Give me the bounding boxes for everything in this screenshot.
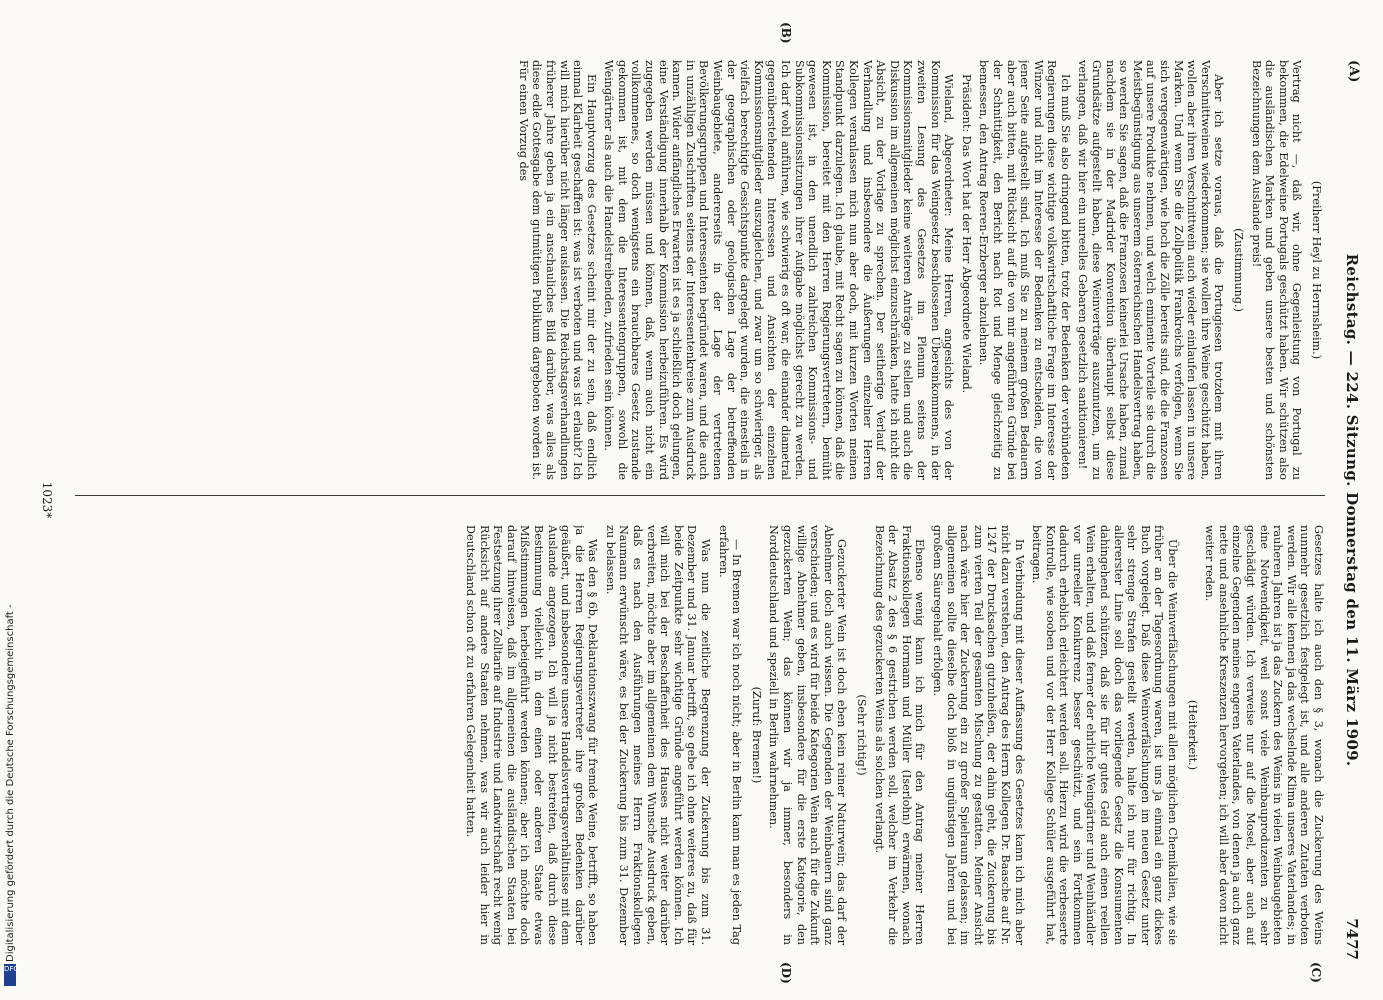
margin-label-d: (D) [779,962,793,984]
margin-label-b: (B) [779,22,793,44]
paragraph: Ich muß Sie also dringend bitten, trotz der Bedenken der verbündeten Regierungen diese wichtige volkswirtschaftliche Frage im Interesse der Winzer und nicht im Interesse der Bedenken zu entscheiden, die von jener Seite aufgestellt sind. Ich muß Sie zu meinem großen Bedauern aber auch bitten, mit Rücksicht auf die von mir angeführten Gründe bei der Schnittigkeit, den Bericht nach Rot und Menge gleichzeitig zu bemessen, den Antrag Roeren-Erzberger abzulehnen. [977,60,1072,480]
digitization-credit: Digitalisierung gefördert durch die Deutsche Forschungsgemeinschaft - [5,604,16,962]
paragraph: Was den § 6b, Deklarationszwang für fremde Weine, betrifft, so haben ja die Herren Regierungsvertreter ihre großen Bedenken darüber geäußert, und insbesondere unsere Handelsvertragsverhältnisse mit dem Auslande angezogen. Ich will ja nicht bestreiten, daß durch diese Bestimmung vielleicht in dem einen oder anderen Staate etwas Mißstimmungen herbeigeführt werden können; aber ich möchte doch darauf hinweisen, daß im allgemeinen die ausländischen Staaten bei Festsetzung ihrer Zolltarife auf Industrie und Landwirtschaft recht wenig Rücksicht auf andere Staaten nehmen, was wir auch leider hier in Deutschland schon oft zu erfahren Gelegenheit hatten. [463,525,600,945]
dfg-logo-icon: DFG [4,964,16,986]
header-title: Reichstag. — 224. Sitzung. Donnerstag den 11. März 1909. [1343,253,1361,767]
column-divider [75,495,1325,496]
interjection: (Heiterkeit.) [1185,699,1199,771]
page-footer: 1023* [40,481,54,519]
page-number: 7477 [1343,918,1361,960]
paragraph: Was nun die zeitliche Begrenzung der Zuckerung bis zum 31. Dezember und 31. Januar betrifft, so gebe ich ohne weiteres zu, daß für beide Zeitpunkte sehr wichtige Gründe angeführt werden können. Ich will mich bei der Beschaffenheit des Hauses nicht weiter darüber verbreiten, möchte aber im allgemeinen dem Wunsche Ausdruck geben, daß es nach den Ausführungen meines Herrn Fraktionskollegen Naumann erwünscht wäre, es bei der Zuckerung bis zum 31. Dezember zu belassen. [603,525,713,945]
digitization-strip [2,292,19,992]
paragraph: Wieland, Abgeordneter: Meine Herren, angesichts des von der Kommission für das Weingesetz beschlossenen Übereinkommens, in der zweiten Lesung des Gesetzes im Plenum seitens der Kommissionsmitglieder keine weiteren Anträge zu stellen und auch die Diskussion im allgemeinen möglichst einzuschränken, hatte ich nicht die Absicht, zu der Vorlage zu sprechen. Der seitherige Verlauf der Verhandlung und insbesondere die Äußerungen einzelner Herren Kollegen veranlassen mich nun aber doch, mit kurzen Worten meinen Standpunkt darzulegen. Ich glaube, mit Recht sagen zu können, daß die Kommission, bereitet mit den Herren Regierungsvertretern, bemüht gewesen ist, in den unendlich zahlreichen Kommissions- und Subkommissionssitzungen ihrer Aufgabe möglichst gerecht zu werden. Ich darf wohl anführen, wie schwierig es oft war, die einander diametral gegenüberstehenden Interessen und Ansichten der einzelnen Kommissionsmitglieder auszugleichen, und zwar um so schwieriger, als vielfach berechtigte Gesichtspunkte dargelegt wurden, die einesteils in der geographischen oder geologischen Lage der betreffenden Weinbaugebiete, andererseits in der Lage der vertretenen Bevölkerungsgruppen und Interessenten begründet waren, und die auch in unzähligen Zuschriften seitens der Interessentenkreise zum Ausdruck kamen. Wider anfängliches Erwarten ist es ja schließlich doch gelungen, eine Verständigung innerhalb der Kommission herbeizuführen. Es wird zugegeben werden müssen und können, daß, wenn auch nicht ein vollkommenes, so doch wenigstens ein brauchbares Gesetz zustande gekommen ist, mit dem die Interessentengruppen, sowohl die Weingärtner als auch die Handelstreibenden, zufrieden sein können. [602,60,956,480]
interjection: (Zustimmung.) [1232,228,1246,312]
paragraph: In Verbindung mit dieser Auffassung des Gesetzes kann ich mich aber nicht dazu verstehen, den Antrag des Herrn Kollegen Dr. Baasche auf Nr. 1247 der Drucksachen gutzuheißen, der dahin geht, die Zuckerung bis zum vierten Teil der gesamten Mischung zu gestatten. Meiner Ansicht nach wäre hier der Zuckerung ein zu großer Spielraum gelassen; im allgemeinen sollte dieselbe doch bloß in ungünstigen Jahren und bei großem Säuregehalt erfolgen. [930,525,1026,945]
margin-label-c: (C) [1309,962,1323,983]
page-header [1331,60,1361,960]
paragraph: — In Bremen war ich noch nicht; aber in Berlin kann man es jeden Tag erfahren. [716,525,744,945]
paragraph: Ebenso wenig kann ich mich für den Antrag meiner Herren Fraktionskollegen Hormann und Müller (Iserlohn) erwärmen, wonach der Absatz 2 des § 6 gestrichen werden soll, welcher im Verkehr die Bezeichnung des gezuckerten Weins als solchen verlangt. [872,525,927,945]
paragraph: Gezuckerter Wein ist doch eben kein reiner Naturwein; das darf der Abnehmer doch auch wissen. Die Gegenden der Weinbauern sind ganz verschieden; und es wird für beide Kategorien Wein auch für die Zukunft willige Abnehmer geben, insbesondere für die erste Kategorie, den gezuckerten Wein; das können wir ja immer, besonders in Norddeutschland und speziell in Berlin wahrnehmen. [767,525,849,945]
paragraph: Gesetzes halte ich auch den § 3, wonach die Zuckerung des Weins nunmehr gesetzlich festgelegt ist, und alle anderen Zutaten verboten werden. Wir alle kennen ja das wechselnde Klima unseres Vaterlandes; in rauheren Jahren ist ja das Zuckern des Weins in vielen Weinbaugebieten eine Notwendigkeit, weil sonst viele Weinbauproduzenten zu sehr geschädigt würden. Ich verweise nur auf die Mosel, aber auch auf einzelne Gegenden meines engeren Vaterlandes, von denen ja auch ganz nette und ansehnliche Kreszenzen hervorgehen; ich will aber davon nicht weiter reden. [1203,525,1325,945]
paragraph: Ein Hauptvorzug des Gesetzes scheint mir der zu sein, daß endlich einmal Klarheit geschaffen ist: was ist verboten und was ist erlaubt? Ich will mich hierüber nicht länger auslassen. Die Reichstagsverhandlungen früherer Jahre geben ja ein anschauliches Bild darüber, was alles als diese edle Gottesgabe dem gutmütigen Publikum dargeboten worden ist. Für einen Vorzug des [516,60,598,480]
paragraph: Über die Weinverfälschungen mit allen möglichen Chemikalien, wie sie früher an der Tagesordnung waren, ist uns ja einmal ein ganz dickes Buch vorgelegt. Daß diese Weinverfälschungen im neuen Gesetz unter sehr strenge Strafen gestellt werden, halte ich nur für richtig. In allererster Linie soll doch das vorliegende Gesetz die Konsumenten dahingehend schützen, daß sie für ihr gutes Geld auch einen reellen Wein erhalten, und daß ferner der ehrliche Weingärtner und Weinhändler vor unreeller Konkurrenz besser geschützt, und sein Fortkommen dadurch erheblich erleichtert werden soll. Hierzu wird die verbesserte Kontrolle, wie sooben und vor der Herr Kollege Schüler ausgeführt hat, beitragen. [1030,525,1180,945]
left-column [75,60,1325,480]
speaker-intro: (Freiherr Heyl zu Herrnsheim.) [1310,180,1323,360]
paragraph: Aber ich setze voraus, daß die Portugiesen trotzdem mit ihren Verschnittweinen wiederkommen; sie wollen ihre Weine geschützt haben, wollen aber ihren Verschnittwein auch wieder einlaufen lassen in unsere Marken. Und wenn Sie die Zollpolitik Frankreichs verfolgen, wenn Sie sich vergegenwärtigen, wie hoch die Zölle bereits sind, die die Franzosen auf unsere Produkte nehmen, und welch eminente Vorteile sie durch die Meistbegünstigung aus unserem österreichischen Handelsvertrag haben, so werden Sie sagen, daß die Franzosen keinerlei Ursache haben, zumal nachdem sie in der Madrider Konvention überhaupt selbst diese Grundsätze aufgestellt haben, diese Weinverträge auszunutzen, um zu verlangen, daß wir hier ein unreelles Gebaren gesetzlich sanktionieren! [1076,60,1226,480]
right-column [75,525,1325,945]
interjection: (Sehr richtig!) [855,694,868,776]
paragraph: Vertrag nicht —, daß wir, ohne Gegenleistung von Portugal zu bekommen, die Edelweine Portugals geschützt haben. Wir schützen also die ausländischen Marken und geben unsere besten und schönsten Bezeichnungen dem Auslande preis! [1249,60,1304,480]
interjection: (Zuruf: Bremen!) [749,686,763,784]
paragraph: Präsident: Das Wort hat der Herr Abgeordnete Wieland. [959,74,973,394]
header-margin-a: (A) [1346,60,1361,83]
